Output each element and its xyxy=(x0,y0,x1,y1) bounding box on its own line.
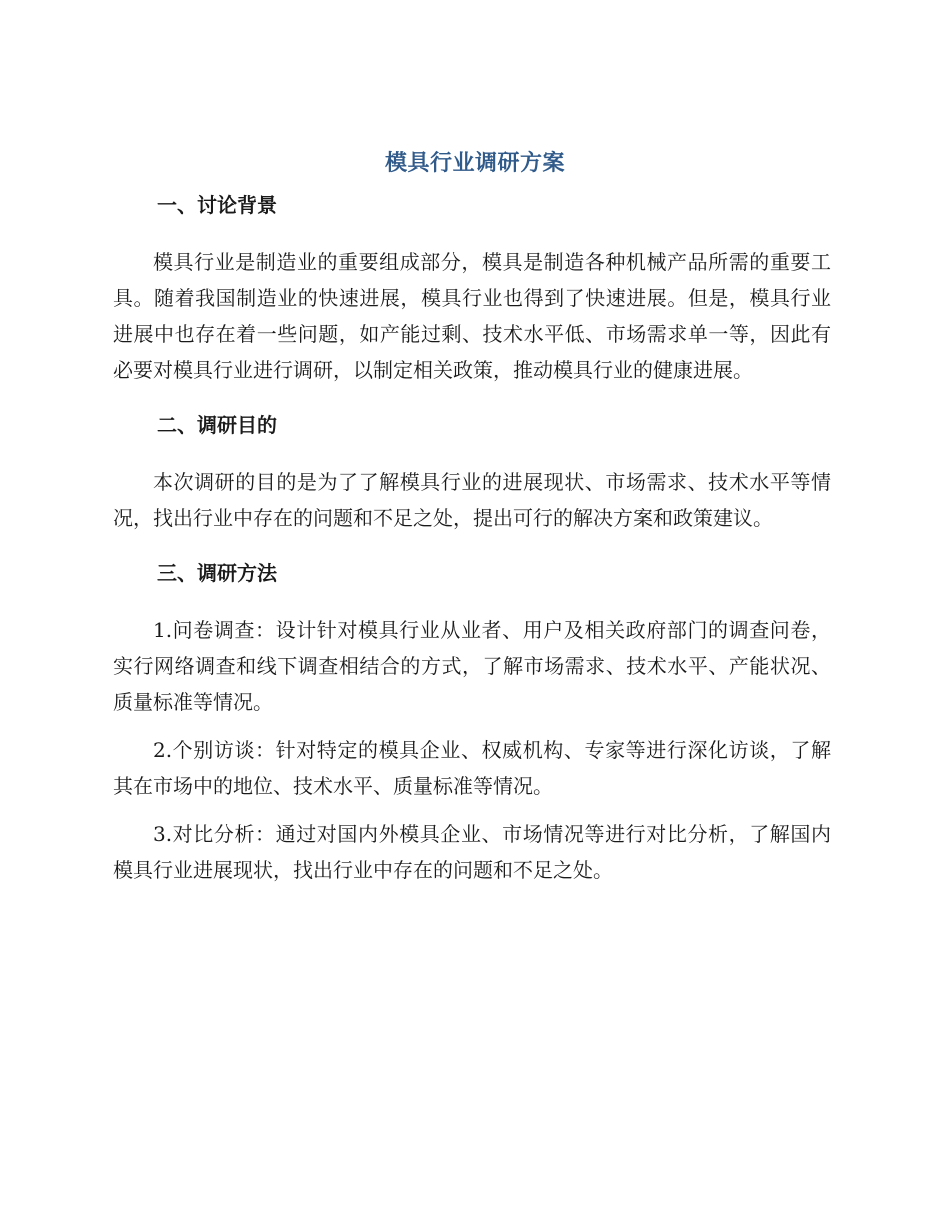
section-heading-background: 一、讨论背景 xyxy=(157,193,277,217)
section-heading-purpose: 二、调研目的 xyxy=(157,413,277,437)
section-methods xyxy=(113,558,831,888)
paragraph-purpose: 本次调研的目的是为了了解模具行业的进展现状、市场需求、技术水平等情况，找出行业中存在的问题和不足之处，提出可行的解决方案和政策建议。 xyxy=(113,470,831,530)
paragraph-method-interview: 2.个别访谈：针对特定的模具企业、权威机构、专家等进行深化访谈，了解其在市场中的地位、技术水平、质量标准等情况。 xyxy=(113,738,831,798)
paragraph-method-survey: 1.问卷调查：设计针对模具行业从业者、用户及相关政府部门的调查问卷，实行网络调查和线下调查相结合的方式，了解市场需求、技术水平、产能状况、质量标准等情况。 xyxy=(113,618,831,714)
document-title: 模具行业调研方案 xyxy=(384,151,565,176)
paragraph-background: 模具行业是制造业的重要组成部分，模具是制造各种机械产品所需的重要工具。随着我国制造业的快速进展，模具行业也得到了快速进展。但是，模具行业进展中也存在着一些问题，如产能过剩、技术水平低、市场需求单一等，因此有必要对模具行业进行调研，以制定相关政策，推动模具行业的健康进展。 xyxy=(113,250,831,382)
paragraph-method-comparison: 3.对比分析：通过对国内外模具企业、市场情况等进行对比分析，了解国内模具行业进展现状，找出行业中存在的问题和不足之处。 xyxy=(113,822,831,882)
section-background xyxy=(113,190,831,388)
document-body xyxy=(113,190,831,888)
section-heading-methods: 三、调研方法 xyxy=(157,561,277,585)
section-purpose xyxy=(113,410,831,536)
